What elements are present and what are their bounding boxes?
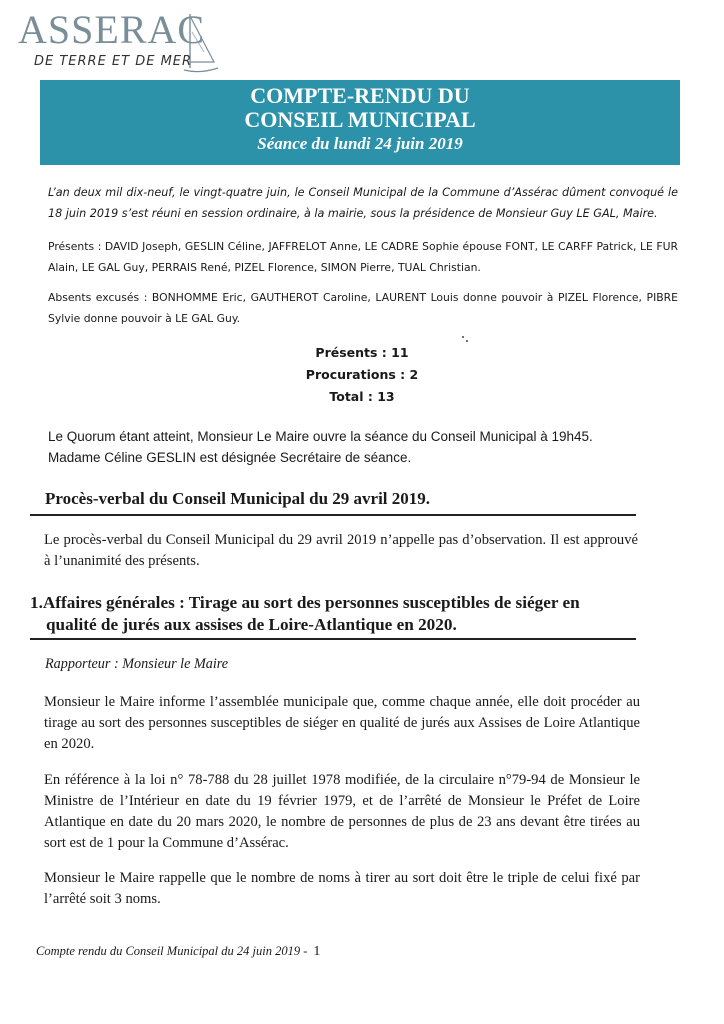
page-footer: [36, 944, 320, 960]
section1-paragraph-3: Monsieur le Maire rappelle que le nombre de noms à tirer au sort doit être le triple de celui fixé par l’arrêté soit 3 noms.: [44, 870, 640, 907]
banner-title-line1: COMPTE-RENDU DU: [250, 83, 470, 108]
procurations-count: Procurations : 2: [305, 367, 419, 382]
pv-divider: [30, 514, 636, 516]
quorum-block: [48, 426, 698, 468]
page-number: 1: [313, 944, 321, 959]
section1-heading-line1: 1.Affaires générales : Tirage au sort des personnes susceptibles de siéger en: [30, 593, 580, 612]
rapporteur-line: Rapporteur : Monsieur le Maire: [45, 656, 229, 672]
total-count: Total : 13: [329, 389, 395, 404]
footer-text: Compte rendu du Conseil Municipal du 24 juin 2019 -: [36, 944, 308, 958]
secretary-line: Madame Céline GESLIN est désignée Secrétaire de séance.: [48, 450, 412, 465]
presents-count: Présents : 11: [315, 345, 409, 360]
intro-paragraph: L’an deux mil dix-neuf, le vingt-quatre juin, le Conseil Municipal de la Commune d’Assérac dûment convoqué le 18 juin 2019 s’est réuni en session ordinaire, à la mairie, sous la présidence de Monsieur Guy LE GAL, Maire.: [48, 186, 678, 220]
section1-paragraph-2: En référence à la loi n° 78-788 du 28 juillet 1978 modifiée, de la circulaire n°79-94 de Monsieur le Ministre de l’Intérieur en date du 19 février 1979, et de l’arrêté de Monsieur le Préfet de Loire Atlantique en date du 20 mars 2020, le nombre de personnes de plus de 23 ans devant être tirées au sort est de 1 pour la Commune d’Assérac.: [44, 772, 640, 851]
absents-paragraph: Absents excusés : BONHOMME Eric, GAUTHEROT Caroline, LAURENT Louis donne pouvoir à PIZEL Florence, PIBRE Sylvie donne pouvoir à LE GAL Guy.: [48, 291, 678, 325]
section1-paragraph-1: Monsieur le Maire informe l’assemblée municipale que, comme chaque année, elle doit procéder au tirage au sort des personnes susceptibles de siéger en qualité de jurés aux Assises de Loire Atlantique en 2020.: [44, 694, 640, 752]
banner-subtitle: Séance du lundi 24 juin 2019: [257, 134, 463, 153]
totals-block: [0, 342, 724, 408]
section1-divider: [30, 638, 636, 640]
asserac-logo: [16, 6, 216, 76]
scan-speck: [462, 336, 464, 338]
logo-name: ASSERAC: [18, 7, 206, 52]
banner-title-line2: CONSEIL MUNICIPAL: [244, 107, 476, 132]
title-banner: [40, 80, 680, 165]
presents-paragraph: Présents : DAVID Joseph, GESLIN Céline, JAFFRELOT Anne, LE CADRE Sophie épouse FONT, LE CARFF Patrick, LE FUR Alain, LE GAL Guy, PERRAIS René, PIZEL Florence, SIMON Pierre, TUAL Christian.: [48, 240, 678, 274]
logo-tagline: DE TERRE ET DE MER: [34, 54, 193, 69]
pv-heading: Procès-verbal du Conseil Municipal du 29 avril 2019.: [45, 489, 431, 508]
pv-text: Le procès-verbal du Conseil Municipal du 29 avril 2019 n’appelle pas d’observation. Il est approuvé à l’unanimité des présents.: [44, 532, 638, 569]
quorum-line: Le Quorum étant atteint, Monsieur Le Maire ouvre la séance du Conseil Municipal à 19h45.: [48, 429, 593, 444]
section1-heading: [30, 592, 640, 636]
section1-heading-line2: qualité de jurés aux assises de Loire-Atlantique en 2020.: [46, 615, 457, 634]
